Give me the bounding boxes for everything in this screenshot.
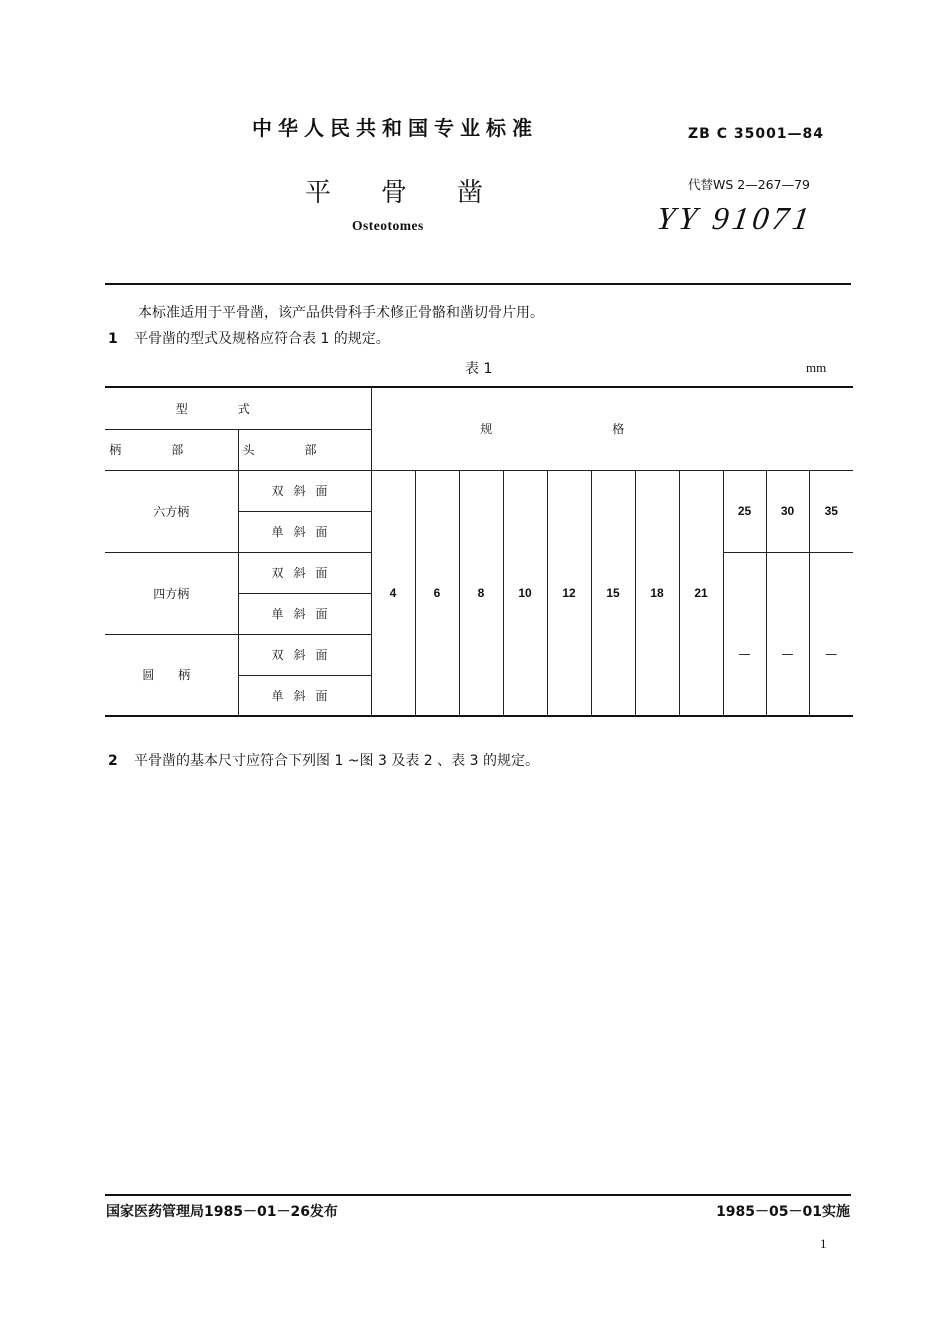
head-cell: 双斜面	[238, 634, 371, 675]
table-unit: mm	[806, 360, 827, 375]
size-cell: 21	[679, 470, 723, 716]
head-cell: 单斜面	[238, 593, 371, 634]
size-cell: 35	[809, 470, 853, 552]
size-cell: 25	[723, 470, 766, 552]
head-cell: 双斜面	[238, 470, 371, 511]
replaces-note: 代替WS 2—267—79	[688, 177, 810, 192]
handle-cell: 四方柄	[105, 552, 238, 634]
header-handle: 柄部	[105, 429, 238, 470]
size-cell: 4	[371, 470, 415, 716]
header-type: 型式	[105, 387, 371, 429]
bottom-rule	[105, 1194, 851, 1196]
clause-number: 1	[108, 331, 118, 347]
english-title: Osteotomes	[352, 218, 424, 233]
size-cell: 12	[547, 470, 591, 716]
standard-code: ZB C 35001—84	[688, 126, 825, 142]
size-cell: 30	[766, 470, 809, 552]
handle-cell: 六方柄	[105, 470, 238, 552]
page-number: 1	[820, 1236, 827, 1251]
size-cell: 15	[591, 470, 635, 716]
na-cell: —	[723, 552, 766, 716]
head-cell: 单斜面	[238, 511, 371, 552]
clause-2	[108, 750, 539, 770]
top-rule	[105, 283, 851, 285]
clause-1	[108, 328, 390, 348]
head-cell: 双斜面	[238, 552, 371, 593]
intro-paragraph: 本标准适用于平骨凿，该产品供骨科手术修正骨骼和凿切骨片用。	[138, 305, 544, 321]
header-head: 头部	[238, 429, 371, 470]
clause-number: 2	[108, 753, 118, 769]
document-title: 平骨凿	[305, 178, 534, 208]
table-caption: 表 1	[465, 361, 493, 377]
standard-title: 中华人民共和国专业标准	[252, 116, 538, 140]
issued-by: 国家医药管理局1985－01－26发布	[106, 1204, 338, 1220]
size-cell: 6	[415, 470, 459, 716]
effective-date: 1985－05－01实施	[716, 1204, 850, 1220]
na-cell: —	[809, 552, 853, 716]
handwritten-code: YY 91071	[654, 200, 816, 236]
head-cell: 单斜面	[238, 675, 371, 716]
table-row	[105, 470, 853, 511]
handle-cell: 圆 柄	[105, 634, 238, 716]
clause-text: 平骨凿的基本尺寸应符合下列图 1 ~图 3 及表 2 、表 3 的规定。	[134, 753, 539, 769]
na-cell: —	[766, 552, 809, 716]
clause-text: 平骨凿的型式及规格应符合表 1 的规定。	[134, 331, 390, 347]
header-spec: 规格	[371, 387, 853, 470]
size-cell: 10	[503, 470, 547, 716]
size-cell: 8	[459, 470, 503, 716]
spec-table	[105, 386, 853, 717]
size-cell: 18	[635, 470, 679, 716]
